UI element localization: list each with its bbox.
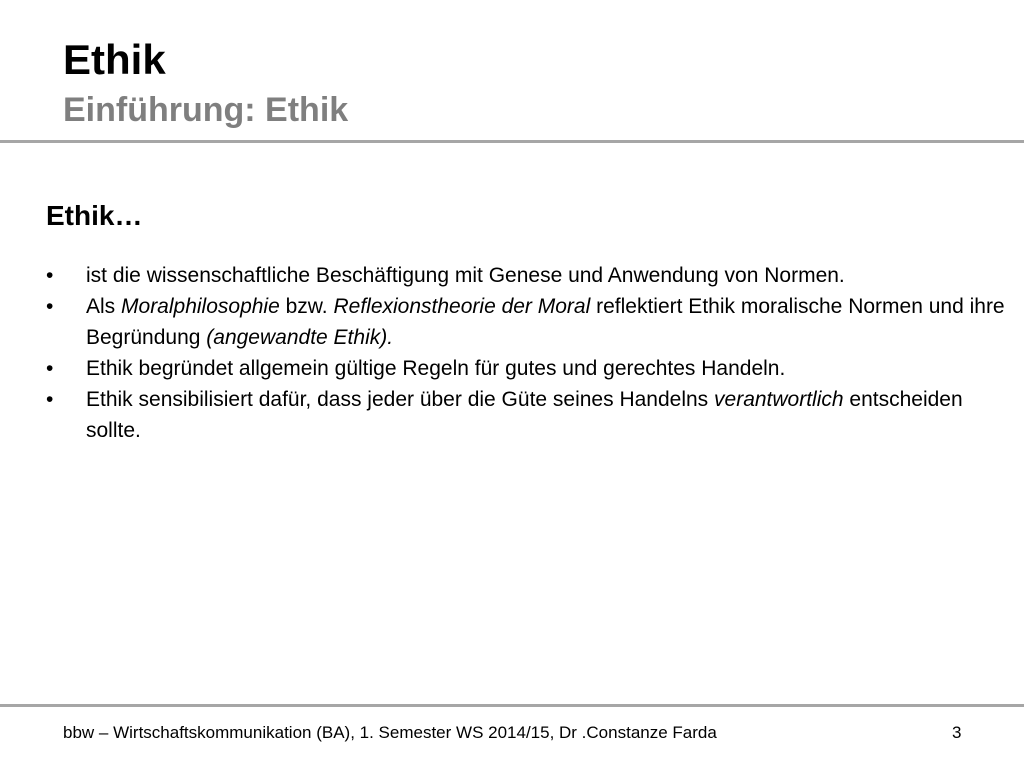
bullet-marker: • [46,388,54,411]
slide-title: Ethik [63,36,166,83]
bullet-text: entscheiden sollte. [86,388,963,442]
bullet-text: ist die wissenschaftliche Beschäftigung mit Genese und Anwendung von Normen. [86,264,845,287]
bullet-item [46,353,1016,384]
header-divider [0,140,1024,143]
bullet-text: bzw. [279,295,334,318]
bullet-text: reflektiert Ethik moralische Normen und ihre Begründung [86,295,1005,349]
slide-subtitle: Einführung: Ethik [63,91,349,129]
bullet-item [46,384,1016,446]
bullet-marker: • [46,357,54,380]
bullet-item [46,260,1016,291]
bullet-list [46,260,1016,446]
bullet-emphasis-text: Reflexionstheorie der Moral [333,295,591,318]
bullet-text: Ethik sensibilisiert dafür, dass jeder über die Güte seines Handelns [86,388,715,411]
footer-text: bbw – Wirtschaftskommunikation (BA), 1. Semester WS 2014/15, Dr .Constanze Farda [63,723,717,742]
bullet-item [46,291,1016,353]
page-number: 3 [952,723,962,742]
bullet-emphasis-text: (angewandte Ethik). [206,326,394,349]
bullet-text: Als [86,295,122,318]
bullet-text: Ethik begründet allgemein gültige Regeln für gutes und gerechtes Handeln. [86,357,786,380]
bullet-marker: • [46,264,54,287]
bullet-marker: • [46,295,54,318]
section-heading: Ethik… [46,200,143,231]
bullet-emphasis-text: verantwortlich [714,388,844,411]
bullet-emphasis-text: Moralphilosophie [121,295,280,318]
footer-divider [0,704,1024,707]
